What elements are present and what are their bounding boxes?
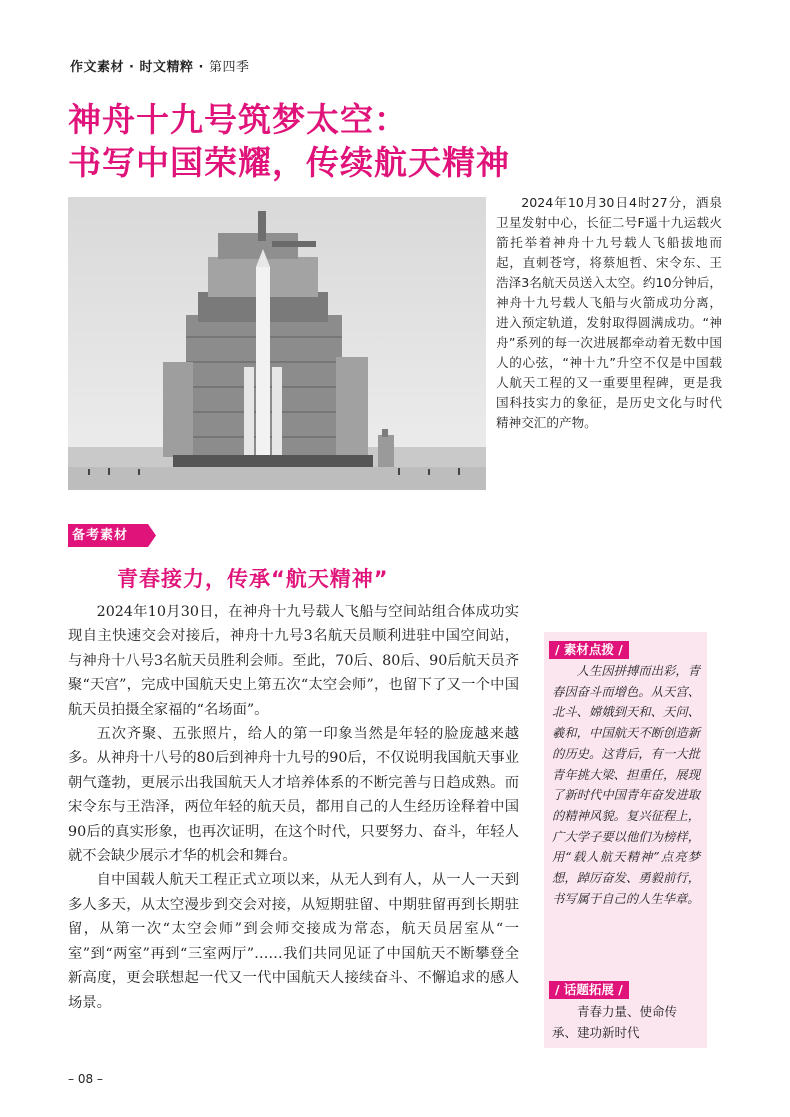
rocket-launch-photo bbox=[68, 197, 486, 490]
paragraph-2: 五次齐聚、五张照片，给人的第一印象当然是年轻的脸庞越来越多。从神舟十八号的80后到神舟十九号的90后，不仅说明我国航天事业朝气蓬勃，更展示出我国航天人才培养体系的不断完善与日趋成熟。而宋令东与王浩泽，两位年轻的航天员，都用自己的人生经历诠释着中国90后的真实形象，也再次证明，在这个时代，只要努力、奋斗，年轻人就不会缺少展示才华的机会和舞台。 bbox=[68, 726, 519, 865]
sidebar-topic-extension-text: 青春力量、使命传承、建功新时代 bbox=[552, 1004, 678, 1040]
section-subtitle: 青春接力，传承“航天精神” bbox=[117, 567, 389, 591]
page-number: – 08 – bbox=[68, 1072, 103, 1086]
header-season: 第四季 bbox=[208, 60, 250, 75]
title-line-2: 书写中国荣耀，传续航天精神 bbox=[68, 143, 510, 182]
title-line-1: 神舟十九号筑梦太空： bbox=[68, 100, 408, 139]
page-header bbox=[70, 56, 250, 75]
article-body bbox=[68, 600, 519, 1015]
intro-text: 2024年10月30日4时27分，酒泉卫星发射中心，长征二号F遥十九运载火箭托举着神舟十九号载人飞船拔地而起，直刺苍穹，将蔡旭哲、宋令东、王浩泽3名航天员送入太空。约10分钟后，神舟十九号载人飞船与火箭成功分离，进入预定轨道，发射取得圆满成功。“神舟”系列的每一次进展都牵动着无数中国人的心弦，“神十九”升空不仅是中国载人航天工程的又一重要里程碑，更是我国科技实力的象征，是历史文化与时代精神交汇的产物。 bbox=[496, 195, 722, 430]
sidebar-tag-material-hint: / 素材点拨 / bbox=[549, 641, 629, 659]
header-series: 作文素材 · 时文精粹 · bbox=[70, 60, 209, 75]
article-title bbox=[68, 98, 510, 184]
sidebar-tag-topic-extension: / 话题拓展 / bbox=[549, 981, 629, 999]
paragraph-1: 2024年10月30日，在神舟十九号载人飞船与空间站组合体成功实现自主快速交会对接后，神舟十九号3名航天员顺利进驻中国空间站，与神舟十八号3名航天员胜利会师。至此，70后、80后、90后航天员齐聚“天宫”，完成中国航天史上第五次“太空会师”，也留下了又一个中国航天员拍摄全家福的“名场面”。 bbox=[68, 604, 519, 718]
paragraph-3: 自中国载人航天工程正式立项以来，从无人到有人，从一人一天到多人多天，从太空漫步到交会对接，从短期驻留、中期驻留再到长期驻留，从第一次“太空会师”到会师交接成为常态，航天员居室从“一室”到“两室”再到“三室两厅”……我们共同见证了中国航天不断攀登全新高度，更会联想起一代又一代中国航天人接续奋斗、不懈追求的感人场景。 bbox=[68, 872, 519, 1011]
section-tag-label: 备考素材 bbox=[72, 528, 129, 543]
sidebar-material-hint-text: 人生因拼搏而出彩，青春因奋斗而增色。从天宫、北斗、嫦娥到天和、天问、羲和，中国航天不断创造新的历史。这背后，有一大批青年挑大梁、担重任，展现了新时代中国青年奋发进取的精神风貌。复兴征程上，广大学子要以他们为榜样，用“载人航天精神”点亮梦想，踔厉奋发、勇毅前行，书写属于自己的人生华章。 bbox=[552, 664, 700, 906]
